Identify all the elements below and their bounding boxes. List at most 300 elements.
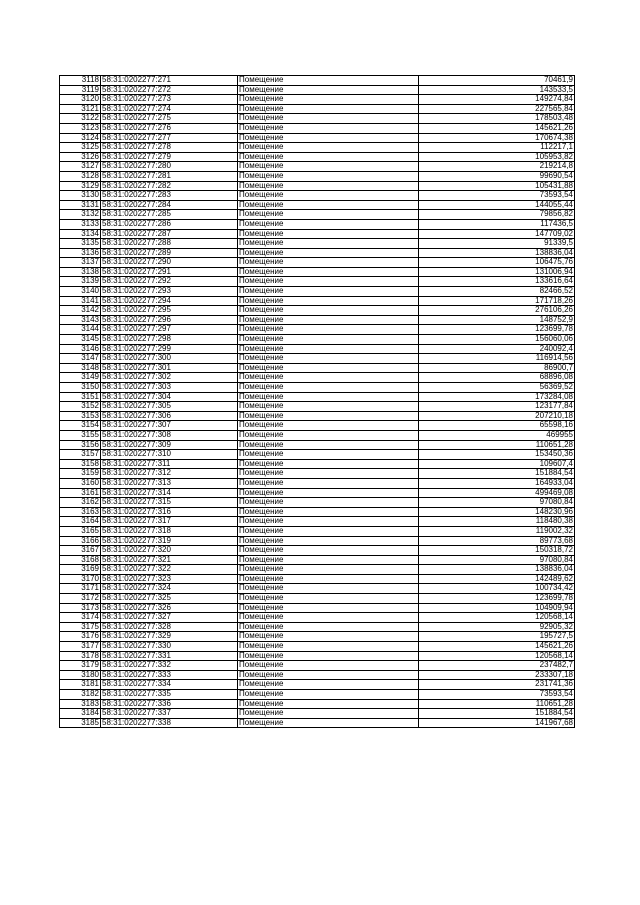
cadastral-number-cell: 58:31:0202277:299 bbox=[101, 344, 238, 354]
cadastral-number-cell: 58:31:0202277:319 bbox=[101, 536, 238, 546]
cadastral-value-cell: 148752,9 bbox=[419, 315, 575, 325]
object-type-cell: Помещение bbox=[238, 699, 419, 709]
object-type-cell: Помещение bbox=[238, 661, 419, 671]
cadastral-value-cell: 237482,7 bbox=[419, 661, 575, 671]
row-number-cell: 3123 bbox=[60, 123, 101, 133]
cadastral-number-cell: 58:31:0202277:280 bbox=[101, 162, 238, 172]
row-number-cell: 3183 bbox=[60, 699, 101, 709]
object-type-cell: Помещение bbox=[238, 181, 419, 191]
object-type-cell: Помещение bbox=[238, 594, 419, 604]
cadastral-value-cell: 65598,16 bbox=[419, 421, 575, 431]
cadastral-value-cell: 147709,02 bbox=[419, 229, 575, 239]
object-type-cell: Помещение bbox=[238, 584, 419, 594]
cadastral-number-cell: 58:31:0202277:298 bbox=[101, 335, 238, 345]
cadastral-value-cell: 79856,82 bbox=[419, 210, 575, 220]
table-row bbox=[60, 584, 575, 594]
row-number-cell: 3164 bbox=[60, 517, 101, 527]
object-type-cell: Помещение bbox=[238, 392, 419, 402]
table-row bbox=[60, 651, 575, 661]
cadastral-number-cell: 58:31:0202277:333 bbox=[101, 670, 238, 680]
cadastral-number-cell: 58:31:0202277:303 bbox=[101, 383, 238, 393]
table-row bbox=[60, 277, 575, 287]
cadastral-number-cell: 58:31:0202277:314 bbox=[101, 488, 238, 498]
table-row bbox=[60, 133, 575, 143]
row-number-cell: 3173 bbox=[60, 603, 101, 613]
cadastral-value-cell: 151884,54 bbox=[419, 709, 575, 719]
object-type-cell: Помещение bbox=[238, 248, 419, 258]
object-type-cell: Помещение bbox=[238, 613, 419, 623]
cadastral-value-cell: 231741,36 bbox=[419, 680, 575, 690]
object-type-cell: Помещение bbox=[238, 239, 419, 249]
cadastral-value-cell: 469955 bbox=[419, 430, 575, 440]
cadastral-value-cell: 142489,62 bbox=[419, 574, 575, 584]
object-type-cell: Помещение bbox=[238, 450, 419, 460]
table-row bbox=[60, 171, 575, 181]
cadastral-number-cell: 58:31:0202277:288 bbox=[101, 239, 238, 249]
cadastral-number-cell: 58:31:0202277:282 bbox=[101, 181, 238, 191]
object-type-cell: Помещение bbox=[238, 354, 419, 364]
object-type-cell: Помещение bbox=[238, 219, 419, 229]
cadastral-number-cell: 58:31:0202277:292 bbox=[101, 277, 238, 287]
table-row bbox=[60, 143, 575, 153]
table-row bbox=[60, 622, 575, 632]
table-row bbox=[60, 469, 575, 479]
table-row bbox=[60, 335, 575, 345]
cadastral-number-cell: 58:31:0202277:313 bbox=[101, 478, 238, 488]
table-row bbox=[60, 536, 575, 546]
cadastral-value-cell: 117436,5 bbox=[419, 219, 575, 229]
object-type-cell: Помещение bbox=[238, 632, 419, 642]
cadastral-number-cell: 58:31:0202277:306 bbox=[101, 411, 238, 421]
table-row bbox=[60, 315, 575, 325]
row-number-cell: 3182 bbox=[60, 690, 101, 700]
table-row bbox=[60, 123, 575, 133]
cadastral-value-cell: 73593,54 bbox=[419, 191, 575, 201]
table-row bbox=[60, 555, 575, 565]
cadastral-number-cell: 58:31:0202277:276 bbox=[101, 123, 238, 133]
object-type-cell: Помещение bbox=[238, 526, 419, 536]
cadastral-value-cell: 151884,54 bbox=[419, 469, 575, 479]
cadastral-value-cell: 219214,8 bbox=[419, 162, 575, 172]
cadastral-value-cell: 133616,64 bbox=[419, 277, 575, 287]
table-row bbox=[60, 152, 575, 162]
cadastral-number-cell: 58:31:0202277:271 bbox=[101, 76, 238, 86]
row-number-cell: 3157 bbox=[60, 450, 101, 460]
cadastral-number-cell: 58:31:0202277:279 bbox=[101, 152, 238, 162]
object-type-cell: Помещение bbox=[238, 670, 419, 680]
cadastral-number-cell: 58:31:0202277:331 bbox=[101, 651, 238, 661]
object-type-cell: Помещение bbox=[238, 469, 419, 479]
table-row bbox=[60, 680, 575, 690]
object-type-cell: Помещение bbox=[238, 421, 419, 431]
object-type-cell: Помещение bbox=[238, 440, 419, 450]
row-number-cell: 3175 bbox=[60, 622, 101, 632]
cadastral-value-cell: 86900,7 bbox=[419, 363, 575, 373]
row-number-cell: 3180 bbox=[60, 670, 101, 680]
cadastral-number-cell: 58:31:0202277:311 bbox=[101, 459, 238, 469]
table-row bbox=[60, 632, 575, 642]
cadastral-value-cell: 110651,28 bbox=[419, 699, 575, 709]
cadastral-value-cell: 240092,4 bbox=[419, 344, 575, 354]
cadastral-value-cell: 92905,32 bbox=[419, 622, 575, 632]
table-row bbox=[60, 526, 575, 536]
cadastral-number-cell: 58:31:0202277:327 bbox=[101, 613, 238, 623]
cadastral-number-cell: 58:31:0202277:290 bbox=[101, 258, 238, 268]
cadastral-number-cell: 58:31:0202277:322 bbox=[101, 565, 238, 575]
row-number-cell: 3122 bbox=[60, 114, 101, 124]
table-row bbox=[60, 191, 575, 201]
row-number-cell: 3177 bbox=[60, 642, 101, 652]
cadastral-number-cell: 58:31:0202277:312 bbox=[101, 469, 238, 479]
cadastral-number-cell: 58:31:0202277:293 bbox=[101, 287, 238, 297]
object-type-cell: Помещение bbox=[238, 478, 419, 488]
table-row bbox=[60, 325, 575, 335]
cadastral-value-cell: 89773,68 bbox=[419, 536, 575, 546]
cadastral-number-cell: 58:31:0202277:316 bbox=[101, 507, 238, 517]
object-type-cell: Помещение bbox=[238, 306, 419, 316]
cadastral-number-cell: 58:31:0202277:287 bbox=[101, 229, 238, 239]
object-type-cell: Помещение bbox=[238, 680, 419, 690]
object-type-cell: Помещение bbox=[238, 76, 419, 86]
cadastral-value-cell: 131006,94 bbox=[419, 267, 575, 277]
row-number-cell: 3145 bbox=[60, 335, 101, 345]
table-row bbox=[60, 392, 575, 402]
row-number-cell: 3152 bbox=[60, 402, 101, 412]
object-type-cell: Помещение bbox=[238, 363, 419, 373]
cadastral-value-cell: 119002,32 bbox=[419, 526, 575, 536]
cadastral-number-cell: 58:31:0202277:297 bbox=[101, 325, 238, 335]
cadastral-number-cell: 58:31:0202277:320 bbox=[101, 546, 238, 556]
object-type-cell: Помещение bbox=[238, 498, 419, 508]
object-type-cell: Помещение bbox=[238, 210, 419, 220]
cadastral-value-cell: 233307,18 bbox=[419, 670, 575, 680]
row-number-cell: 3128 bbox=[60, 171, 101, 181]
cadastral-value-cell: 141967,68 bbox=[419, 718, 575, 728]
cadastral-value-cell: 143533,5 bbox=[419, 85, 575, 95]
object-type-cell: Помещение bbox=[238, 574, 419, 584]
table-row bbox=[60, 718, 575, 728]
object-type-cell: Помещение bbox=[238, 344, 419, 354]
table-row bbox=[60, 85, 575, 95]
table-row bbox=[60, 546, 575, 556]
row-number-cell: 3161 bbox=[60, 488, 101, 498]
cadastral-value-cell: 195727,5 bbox=[419, 632, 575, 642]
row-number-cell: 3131 bbox=[60, 200, 101, 210]
table-row bbox=[60, 344, 575, 354]
table-row bbox=[60, 411, 575, 421]
object-type-cell: Помещение bbox=[238, 143, 419, 153]
cadastral-number-cell: 58:31:0202277:334 bbox=[101, 680, 238, 690]
row-number-cell: 3141 bbox=[60, 296, 101, 306]
object-type-cell: Помещение bbox=[238, 229, 419, 239]
cadastral-number-cell: 58:31:0202277:329 bbox=[101, 632, 238, 642]
cadastral-number-cell: 58:31:0202277:315 bbox=[101, 498, 238, 508]
cadastral-number-cell: 58:31:0202277:277 bbox=[101, 133, 238, 143]
row-number-cell: 3143 bbox=[60, 315, 101, 325]
object-type-cell: Помещение bbox=[238, 402, 419, 412]
cadastral-value-cell: 145621,26 bbox=[419, 123, 575, 133]
row-number-cell: 3166 bbox=[60, 536, 101, 546]
row-number-cell: 3149 bbox=[60, 373, 101, 383]
row-number-cell: 3147 bbox=[60, 354, 101, 364]
object-type-cell: Помещение bbox=[238, 335, 419, 345]
cadastral-value-cell: 171718,26 bbox=[419, 296, 575, 306]
cadastral-value-cell: 56369,52 bbox=[419, 383, 575, 393]
cadastral-value-cell: 138836,04 bbox=[419, 565, 575, 575]
cadastral-value-cell: 109607,4 bbox=[419, 459, 575, 469]
object-type-cell: Помещение bbox=[238, 383, 419, 393]
cadastral-number-cell: 58:31:0202277:326 bbox=[101, 603, 238, 613]
cadastral-value-cell: 100734,42 bbox=[419, 584, 575, 594]
cadastral-number-cell: 58:31:0202277:289 bbox=[101, 248, 238, 258]
row-number-cell: 3133 bbox=[60, 219, 101, 229]
object-type-cell: Помещение bbox=[238, 507, 419, 517]
table-row bbox=[60, 219, 575, 229]
cadastral-number-cell: 58:31:0202277:284 bbox=[101, 200, 238, 210]
cadastral-number-cell: 58:31:0202277:330 bbox=[101, 642, 238, 652]
row-number-cell: 3165 bbox=[60, 526, 101, 536]
table-row bbox=[60, 450, 575, 460]
object-type-cell: Помещение bbox=[238, 171, 419, 181]
object-type-cell: Помещение bbox=[238, 373, 419, 383]
object-type-cell: Помещение bbox=[238, 200, 419, 210]
object-type-cell: Помещение bbox=[238, 651, 419, 661]
cadastral-value-cell: 138836,04 bbox=[419, 248, 575, 258]
cadastral-value-cell: 82466,52 bbox=[419, 287, 575, 297]
object-type-cell: Помещение bbox=[238, 296, 419, 306]
table-row bbox=[60, 574, 575, 584]
cadastral-value-cell: 73593,54 bbox=[419, 690, 575, 700]
table-row bbox=[60, 690, 575, 700]
cadastral-number-cell: 58:31:0202277:286 bbox=[101, 219, 238, 229]
row-number-cell: 3156 bbox=[60, 440, 101, 450]
cadastral-value-cell: 110651,28 bbox=[419, 440, 575, 450]
row-number-cell: 3184 bbox=[60, 709, 101, 719]
row-number-cell: 3134 bbox=[60, 229, 101, 239]
row-number-cell: 3168 bbox=[60, 555, 101, 565]
table-row bbox=[60, 709, 575, 719]
cadastral-number-cell: 58:31:0202277:275 bbox=[101, 114, 238, 124]
cadastral-value-cell: 106475,76 bbox=[419, 258, 575, 268]
object-type-cell: Помещение bbox=[238, 536, 419, 546]
row-number-cell: 3185 bbox=[60, 718, 101, 728]
cadastral-value-cell: 123177,84 bbox=[419, 402, 575, 412]
cadastral-number-cell: 58:31:0202277:294 bbox=[101, 296, 238, 306]
cadastral-number-cell: 58:31:0202277:273 bbox=[101, 95, 238, 105]
row-number-cell: 3138 bbox=[60, 267, 101, 277]
row-number-cell: 3159 bbox=[60, 469, 101, 479]
cadastral-number-cell: 58:31:0202277:300 bbox=[101, 354, 238, 364]
row-number-cell: 3160 bbox=[60, 478, 101, 488]
row-number-cell: 3118 bbox=[60, 76, 101, 86]
cadastral-number-cell: 58:31:0202277:283 bbox=[101, 191, 238, 201]
row-number-cell: 3171 bbox=[60, 584, 101, 594]
row-number-cell: 3170 bbox=[60, 574, 101, 584]
cadastral-value-cell: 68896,08 bbox=[419, 373, 575, 383]
table-row bbox=[60, 613, 575, 623]
cadastral-number-cell: 58:31:0202277:301 bbox=[101, 363, 238, 373]
cadastral-value-cell: 149274,84 bbox=[419, 95, 575, 105]
cadastral-value-cell: 148230,96 bbox=[419, 507, 575, 517]
table-row bbox=[60, 248, 575, 258]
row-number-cell: 3181 bbox=[60, 680, 101, 690]
object-type-cell: Помещение bbox=[238, 411, 419, 421]
row-number-cell: 3124 bbox=[60, 133, 101, 143]
cadastral-number-cell: 58:31:0202277:318 bbox=[101, 526, 238, 536]
cadastral-number-cell: 58:31:0202277:272 bbox=[101, 85, 238, 95]
object-type-cell: Помещение bbox=[238, 267, 419, 277]
cadastral-value-cell: 118480,38 bbox=[419, 517, 575, 527]
cadastral-value-cell: 150318,72 bbox=[419, 546, 575, 556]
table-row bbox=[60, 267, 575, 277]
cadastral-number-cell: 58:31:0202277:325 bbox=[101, 594, 238, 604]
object-type-cell: Помещение bbox=[238, 709, 419, 719]
row-number-cell: 3121 bbox=[60, 104, 101, 114]
cadastral-value-cell: 120568,14 bbox=[419, 651, 575, 661]
cadastral-value-cell: 145621,26 bbox=[419, 642, 575, 652]
table-row bbox=[60, 210, 575, 220]
cadastral-number-cell: 58:31:0202277:281 bbox=[101, 171, 238, 181]
table-row bbox=[60, 162, 575, 172]
object-type-cell: Помещение bbox=[238, 152, 419, 162]
cadastral-value-cell: 207210,18 bbox=[419, 411, 575, 421]
object-type-cell: Помещение bbox=[238, 123, 419, 133]
cadastral-value-cell: 153450,36 bbox=[419, 450, 575, 460]
cadastral-number-cell: 58:31:0202277:338 bbox=[101, 718, 238, 728]
table-row bbox=[60, 114, 575, 124]
row-number-cell: 3151 bbox=[60, 392, 101, 402]
row-number-cell: 3144 bbox=[60, 325, 101, 335]
row-number-cell: 3142 bbox=[60, 306, 101, 316]
table-row bbox=[60, 363, 575, 373]
cadastral-value-cell: 178503,48 bbox=[419, 114, 575, 124]
cadastral-value-cell: 156060,06 bbox=[419, 335, 575, 345]
cadastral-number-cell: 58:31:0202277:278 bbox=[101, 143, 238, 153]
row-number-cell: 3119 bbox=[60, 85, 101, 95]
row-number-cell: 3120 bbox=[60, 95, 101, 105]
row-number-cell: 3125 bbox=[60, 143, 101, 153]
cadastral-value-cell: 104909,94 bbox=[419, 603, 575, 613]
object-type-cell: Помещение bbox=[238, 133, 419, 143]
table-row bbox=[60, 229, 575, 239]
cadastral-number-cell: 58:31:0202277:323 bbox=[101, 574, 238, 584]
object-type-cell: Помещение bbox=[238, 95, 419, 105]
cadastral-value-cell: 227565,84 bbox=[419, 104, 575, 114]
property-table-body bbox=[60, 76, 575, 728]
cadastral-value-cell: 170674,38 bbox=[419, 133, 575, 143]
table-row bbox=[60, 498, 575, 508]
cadastral-number-cell: 58:31:0202277:309 bbox=[101, 440, 238, 450]
cadastral-value-cell: 144055,44 bbox=[419, 200, 575, 210]
cadastral-number-cell: 58:31:0202277:308 bbox=[101, 430, 238, 440]
cadastral-value-cell: 97080,84 bbox=[419, 498, 575, 508]
row-number-cell: 3178 bbox=[60, 651, 101, 661]
table-row bbox=[60, 661, 575, 671]
object-type-cell: Помещение bbox=[238, 459, 419, 469]
object-type-cell: Помещение bbox=[238, 315, 419, 325]
table-row bbox=[60, 507, 575, 517]
table-row bbox=[60, 104, 575, 114]
table-row bbox=[60, 642, 575, 652]
row-number-cell: 3139 bbox=[60, 277, 101, 287]
cadastral-number-cell: 58:31:0202277:335 bbox=[101, 690, 238, 700]
table-row bbox=[60, 594, 575, 604]
table-row bbox=[60, 488, 575, 498]
cadastral-number-cell: 58:31:0202277:310 bbox=[101, 450, 238, 460]
table-row bbox=[60, 287, 575, 297]
cadastral-value-cell: 91339,5 bbox=[419, 239, 575, 249]
object-type-cell: Помещение bbox=[238, 517, 419, 527]
object-type-cell: Помещение bbox=[238, 642, 419, 652]
object-type-cell: Помещение bbox=[238, 622, 419, 632]
cadastral-number-cell: 58:31:0202277:295 bbox=[101, 306, 238, 316]
object-type-cell: Помещение bbox=[238, 546, 419, 556]
table-row bbox=[60, 517, 575, 527]
row-number-cell: 3135 bbox=[60, 239, 101, 249]
row-number-cell: 3136 bbox=[60, 248, 101, 258]
cadastral-value-cell: 116914,56 bbox=[419, 354, 575, 364]
table-row bbox=[60, 296, 575, 306]
object-type-cell: Помещение bbox=[238, 325, 419, 335]
object-type-cell: Помещение bbox=[238, 603, 419, 613]
cadastral-value-cell: 276106,26 bbox=[419, 306, 575, 316]
cadastral-number-cell: 58:31:0202277:328 bbox=[101, 622, 238, 632]
cadastral-value-cell: 120568,14 bbox=[419, 613, 575, 623]
cadastral-number-cell: 58:31:0202277:305 bbox=[101, 402, 238, 412]
row-number-cell: 3174 bbox=[60, 613, 101, 623]
cadastral-number-cell: 58:31:0202277:285 bbox=[101, 210, 238, 220]
cadastral-value-cell: 105431,88 bbox=[419, 181, 575, 191]
cadastral-number-cell: 58:31:0202277:332 bbox=[101, 661, 238, 671]
row-number-cell: 3127 bbox=[60, 162, 101, 172]
row-number-cell: 3154 bbox=[60, 421, 101, 431]
table-row bbox=[60, 478, 575, 488]
table-row bbox=[60, 258, 575, 268]
row-number-cell: 3153 bbox=[60, 411, 101, 421]
cadastral-number-cell: 58:31:0202277:324 bbox=[101, 584, 238, 594]
row-number-cell: 3179 bbox=[60, 661, 101, 671]
object-type-cell: Помещение bbox=[238, 258, 419, 268]
table-row bbox=[60, 402, 575, 412]
cadastral-value-cell: 164933,04 bbox=[419, 478, 575, 488]
cadastral-value-cell: 105953,82 bbox=[419, 152, 575, 162]
cadastral-value-cell: 173284,08 bbox=[419, 392, 575, 402]
cadastral-number-cell: 58:31:0202277:336 bbox=[101, 699, 238, 709]
object-type-cell: Помещение bbox=[238, 555, 419, 565]
table-row bbox=[60, 76, 575, 86]
object-type-cell: Помещение bbox=[238, 104, 419, 114]
cadastral-value-cell: 123699,78 bbox=[419, 325, 575, 335]
object-type-cell: Помещение bbox=[238, 718, 419, 728]
object-type-cell: Помещение bbox=[238, 287, 419, 297]
table-row bbox=[60, 200, 575, 210]
row-number-cell: 3137 bbox=[60, 258, 101, 268]
table-row bbox=[60, 565, 575, 575]
cadastral-number-cell: 58:31:0202277:304 bbox=[101, 392, 238, 402]
table-row bbox=[60, 603, 575, 613]
cadastral-number-cell: 58:31:0202277:274 bbox=[101, 104, 238, 114]
table-row bbox=[60, 306, 575, 316]
table-row bbox=[60, 95, 575, 105]
table-row bbox=[60, 383, 575, 393]
cadastral-value-cell: 499469,08 bbox=[419, 488, 575, 498]
object-type-cell: Помещение bbox=[238, 277, 419, 287]
row-number-cell: 3162 bbox=[60, 498, 101, 508]
table-row bbox=[60, 421, 575, 431]
row-number-cell: 3172 bbox=[60, 594, 101, 604]
row-number-cell: 3163 bbox=[60, 507, 101, 517]
cadastral-number-cell: 58:31:0202277:302 bbox=[101, 373, 238, 383]
